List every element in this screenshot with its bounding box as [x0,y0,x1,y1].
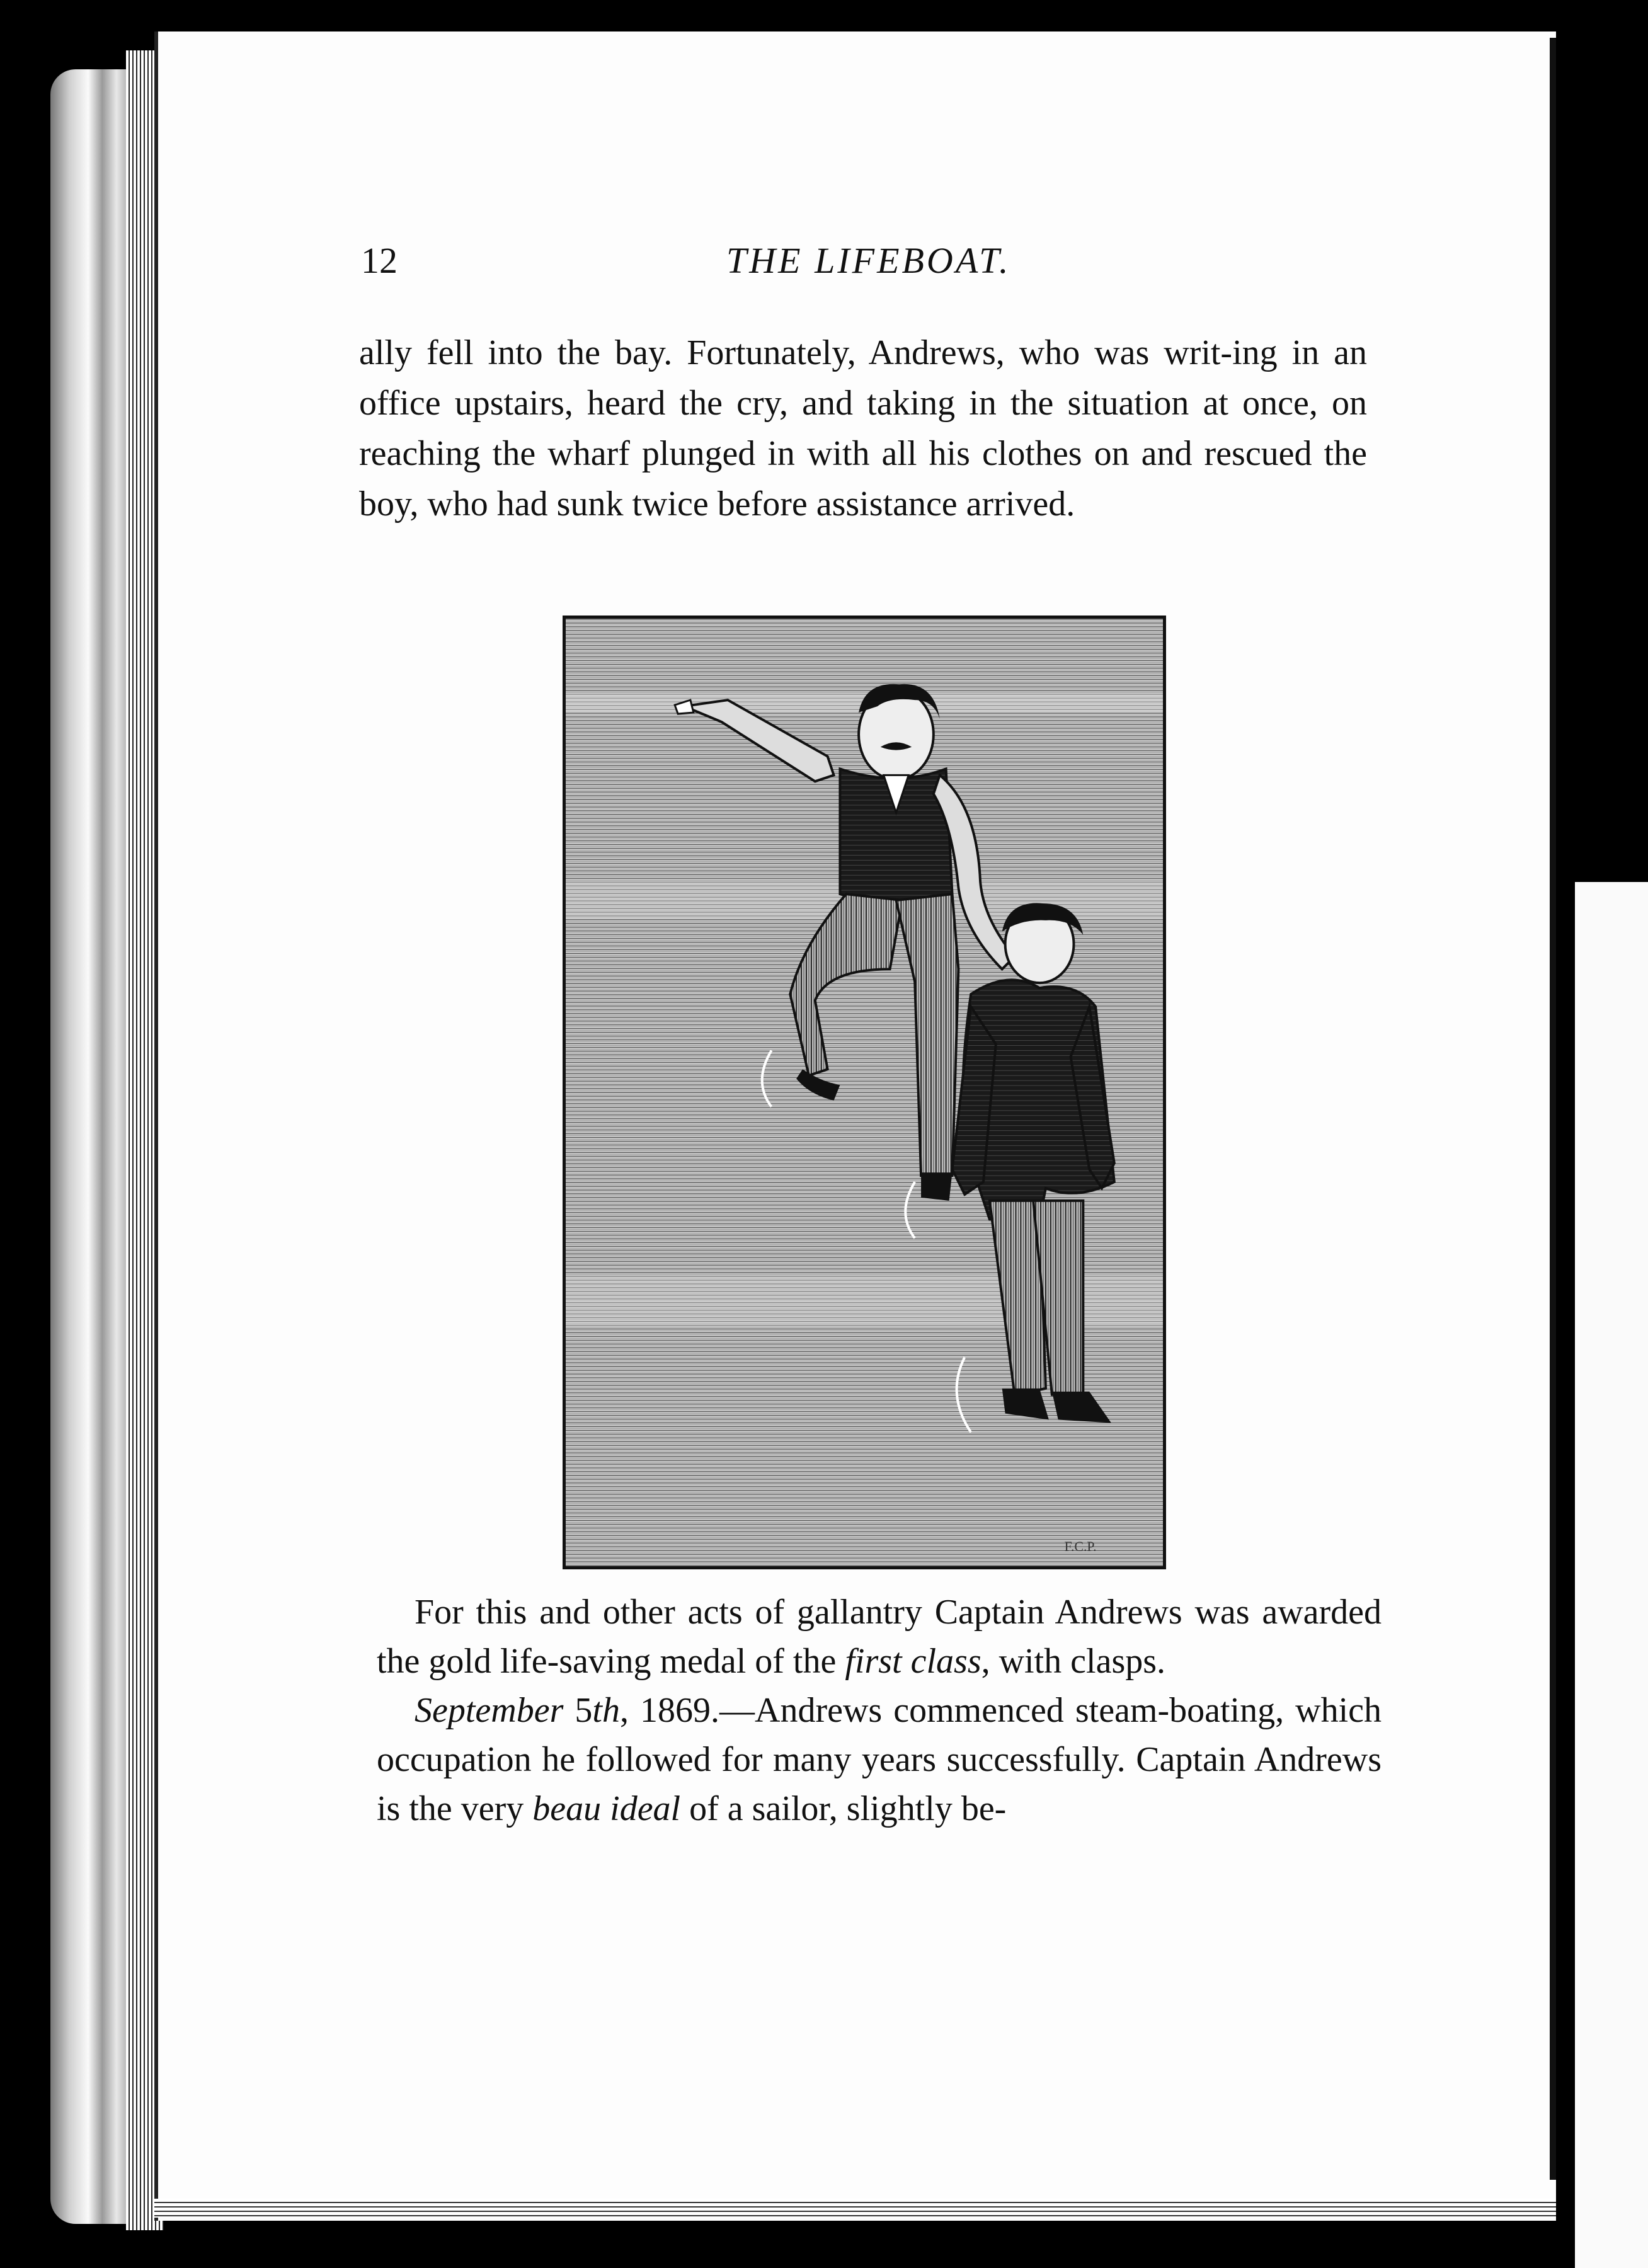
top-paragraph-text: ally fell into the bay. Fortunately, Andrews, who was writ-ing in an office upstairs, heard the cry, and taking in the situation at once, on reaching the wharf plunged in with all his clothes on and rescued the boy, who had sunk twice before assistance arrived. [359,333,1367,524]
paragraph-steamboating [377,1686,1382,1833]
date-day: 5 [563,1691,593,1730]
engraver-signature: F.C.P. [1064,1539,1097,1555]
page-bottom-edge [154,2199,1556,2218]
bottom-text [377,1588,1382,1833]
running-title: THE LIFEBOAT. [726,240,1011,281]
beau-ideal-emphasis: beau ideal [532,1789,681,1828]
steamboating-text: , 1869.—Andrews commenced steam-boating, which occupation he followed for many years successfully. Captain Andrews is the very [377,1691,1382,1828]
gallantry-text: For this and other acts of gallantry Captain Andrews was awarded the gold life-saving medal of the [377,1593,1382,1681]
rescue-illustration [563,616,1166,1569]
steamboating-text-end: of a sailor, slightly be- [680,1789,1007,1828]
facing-page-sliver [1575,882,1648,2268]
first-class-emphasis: first class [845,1642,981,1681]
date-day-suffix: th [592,1691,620,1730]
paragraph-gallantry [377,1588,1382,1686]
top-paragraph [359,328,1367,529]
engraving-swimmers-icon [566,619,1163,1566]
page-number: 12 [361,240,398,281]
date-month: September [415,1691,564,1730]
gallantry-text-end: , with clasps. [981,1642,1166,1681]
page-header [361,239,1382,290]
